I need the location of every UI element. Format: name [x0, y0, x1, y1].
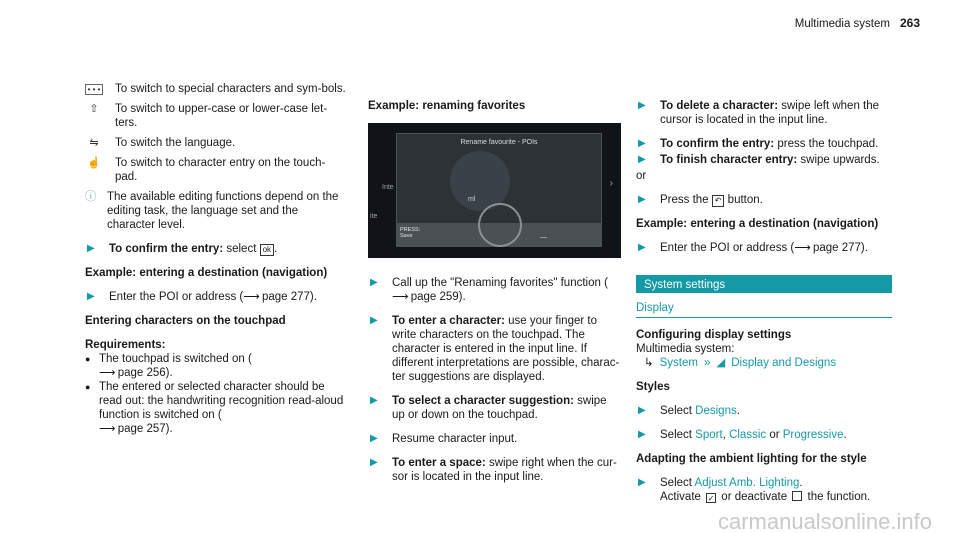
step-text: Press the [660, 194, 712, 206]
page-number: 263 [899, 16, 920, 30]
step-text: Call up the "Renaming favorites" function ( [392, 277, 608, 289]
step-bold: To confirm the entry: [109, 243, 224, 255]
step-arrow-icon: ▶ [370, 277, 378, 288]
classic-link: Classic [729, 429, 767, 441]
step-text: Select [660, 405, 696, 417]
page-ref-arrow-icon: ⟶ [392, 291, 408, 303]
step [368, 314, 620, 384]
step-text: the function. [804, 491, 871, 503]
path-separator-icon: » [703, 357, 711, 369]
step-text: . [736, 405, 740, 417]
step-bold: To enter a space: [392, 457, 486, 469]
step-arrow-icon: ▶ [638, 194, 646, 205]
note-text: The available editing functions depend on the editing task, the language set and the character level. [107, 191, 339, 231]
info-icon: ⓘ [85, 191, 97, 203]
step-text: or deactivate [718, 491, 791, 503]
step-arrow-icon: ▶ [638, 405, 646, 416]
step-text: Enter the POI or address ( [660, 242, 795, 254]
path-system: System [659, 357, 698, 369]
ambient-heading: Adapting the ambient lighting for the style [636, 453, 867, 465]
step-text: swipe up or down on the touchpad. [392, 395, 607, 421]
step-bold: To confirm the entry: [660, 138, 775, 150]
page-ref-arrow-icon: ⟶ [794, 242, 810, 254]
step-text: swipe right when the cur-sor is located in the input line. [392, 457, 617, 483]
screen-image [368, 123, 621, 258]
chevron-right-icon: › [609, 178, 613, 189]
touchpad-hand-icon: ☝ [87, 157, 101, 169]
screen-glow [450, 151, 510, 211]
checkbox-checked-icon: ✓ [707, 494, 715, 503]
example-heading: Example: renaming favorites [368, 100, 526, 112]
step-arrow-icon: ▶ [370, 315, 378, 326]
progressive-link: Progressive [782, 429, 844, 441]
ok-key: ok [260, 244, 274, 256]
step-text: swipe left when the cursor is located in the input line. [660, 100, 880, 126]
watermark: carmanualsonline.info [717, 509, 932, 533]
step: ▶ Select Adjust Amb. Lighting. Activate ✓ or deactivate the function. [638, 477, 871, 503]
page-ref-arrow-icon: ⟶ [243, 291, 259, 303]
step-arrow-icon: ▶ [638, 138, 646, 149]
touchpad-heading: Entering characters on the touchpad [85, 315, 286, 327]
step-text: swipe upwards. [797, 154, 880, 166]
page-ref: page 257). [117, 423, 173, 435]
bullet-icon: ● [85, 382, 91, 392]
info-note [85, 190, 347, 232]
ambient-lighting-link: Adjust Amb. Lighting [694, 477, 800, 489]
bullet-text: The touchpad is switched on ( [99, 353, 252, 365]
page-ref: page 256). [117, 367, 173, 379]
page-ref: page 277). [812, 242, 868, 254]
step-text: Select [660, 429, 696, 441]
column-2 [368, 99, 620, 494]
page-header [795, 16, 920, 31]
screen-space-mark: — [540, 234, 547, 241]
shift-icon: ⇧ [89, 103, 99, 115]
step-text: press the touchpad. [774, 138, 879, 150]
screen-input-text: ml [468, 196, 476, 203]
step-arrow-icon: ▶ [638, 477, 646, 488]
screen-side-label: ite [370, 213, 378, 220]
step: ▶ Select Sport, Classic or Progressive. [638, 429, 847, 441]
step-arrow-icon: ▶ [638, 100, 646, 111]
designs-link: Designs [695, 405, 737, 417]
page-ref-arrow-icon: ⟶ [99, 367, 115, 379]
step-text: Select [660, 477, 695, 489]
step-arrow-icon: ▶ [638, 154, 646, 165]
key-row-language [85, 136, 347, 150]
step-arrow-icon: ▶ [638, 429, 646, 440]
step [368, 394, 620, 422]
press-line-2: Save [400, 233, 413, 239]
requirement-item [85, 352, 347, 380]
display-icon: ◢ [716, 357, 726, 369]
step-enter-poi [85, 290, 347, 304]
step [368, 456, 620, 484]
back-button-icon: ↶ [712, 195, 725, 207]
step [636, 99, 892, 127]
display-subheading: Display [636, 297, 892, 318]
page-ref: page 259). [410, 291, 466, 303]
step-text: Activate [660, 491, 705, 503]
step-text: or [766, 429, 783, 441]
key-description: To switch the language. [115, 137, 236, 149]
language-icon: ⇋ [89, 137, 99, 149]
section-title: Multimedia system [794, 18, 890, 30]
step-text: use your finger to write characters on the touchpad. The character is entered in the input line. If different interpretations are possible, charac-ter suggestions are displayed. [392, 315, 620, 383]
step-text: button. [724, 194, 763, 206]
press-line-1: PRESS: [400, 227, 421, 233]
requirements-heading: Requirements: [85, 339, 166, 351]
step [368, 276, 620, 304]
step-text: select [223, 243, 260, 255]
menu-path [636, 356, 892, 370]
step [636, 153, 892, 167]
path-return-icon: ↳ [644, 357, 654, 369]
dots-icon: • • • [85, 84, 103, 95]
step-arrow-icon: ▶ [370, 457, 378, 468]
step-arrow-icon: ▶ [370, 433, 378, 444]
example-heading: Example: entering a destination (navigation) [85, 267, 328, 279]
column-1 [85, 82, 347, 436]
system-settings-banner: System settings [636, 275, 892, 293]
page-ref: page 277). [261, 291, 317, 303]
or-text: or [636, 170, 647, 182]
step-confirm: ▶ To confirm the entry: select ok . [87, 243, 278, 255]
config-heading: Configuring display settings [636, 329, 792, 341]
column-3 [636, 99, 892, 514]
checkbox-empty-icon [792, 491, 802, 501]
step [636, 404, 892, 418]
key-description: To switch to character entry on the touch-pad. [115, 157, 326, 183]
step-text: Enter the POI or address ( [109, 291, 244, 303]
styles-heading: Styles [636, 381, 670, 393]
screen-panel-title: Rename favourite - POIs [460, 139, 538, 146]
step [368, 432, 620, 446]
bullet-text: The entered or selected character should be read out: the handwriting recognition read-aloud function is switched on ( [99, 381, 344, 421]
step [636, 137, 892, 151]
page-ref-arrow-icon: ⟶ [99, 423, 115, 435]
example-heading: Example: entering a destination (navigation) [636, 218, 879, 230]
step-bold: To delete a character: [660, 100, 779, 112]
requirement-item [85, 380, 347, 436]
step-arrow-icon: ▶ [87, 291, 95, 302]
sport-link: Sport [695, 429, 723, 441]
bullet-icon: ● [85, 354, 91, 364]
key-row-touchpad [85, 156, 347, 184]
screen-press-label [400, 227, 420, 239]
step-bold: To select a character suggestion: [392, 395, 574, 407]
step-bold: To enter a character: [392, 315, 505, 327]
step-arrow-icon: ▶ [370, 395, 378, 406]
key-description: To switch to upper-case or lower-case let-ters. [115, 103, 328, 129]
key-row-shift [85, 102, 347, 130]
path-display: Display and Designs [731, 357, 837, 369]
screen-dial [478, 203, 522, 247]
step-arrow-icon: ▶ [638, 242, 646, 253]
key-row-special [85, 82, 347, 96]
step-bold: To finish character entry: [660, 154, 798, 166]
step-text: Resume character input. [392, 433, 518, 445]
step [636, 193, 892, 207]
key-description: To switch to special characters and sym-bols. [115, 83, 346, 95]
multimedia-system-label: Multimedia system: [636, 343, 735, 355]
step-arrow-icon: ▶ [87, 243, 95, 254]
step [636, 241, 892, 255]
screen-side-label: Inte [382, 184, 394, 191]
